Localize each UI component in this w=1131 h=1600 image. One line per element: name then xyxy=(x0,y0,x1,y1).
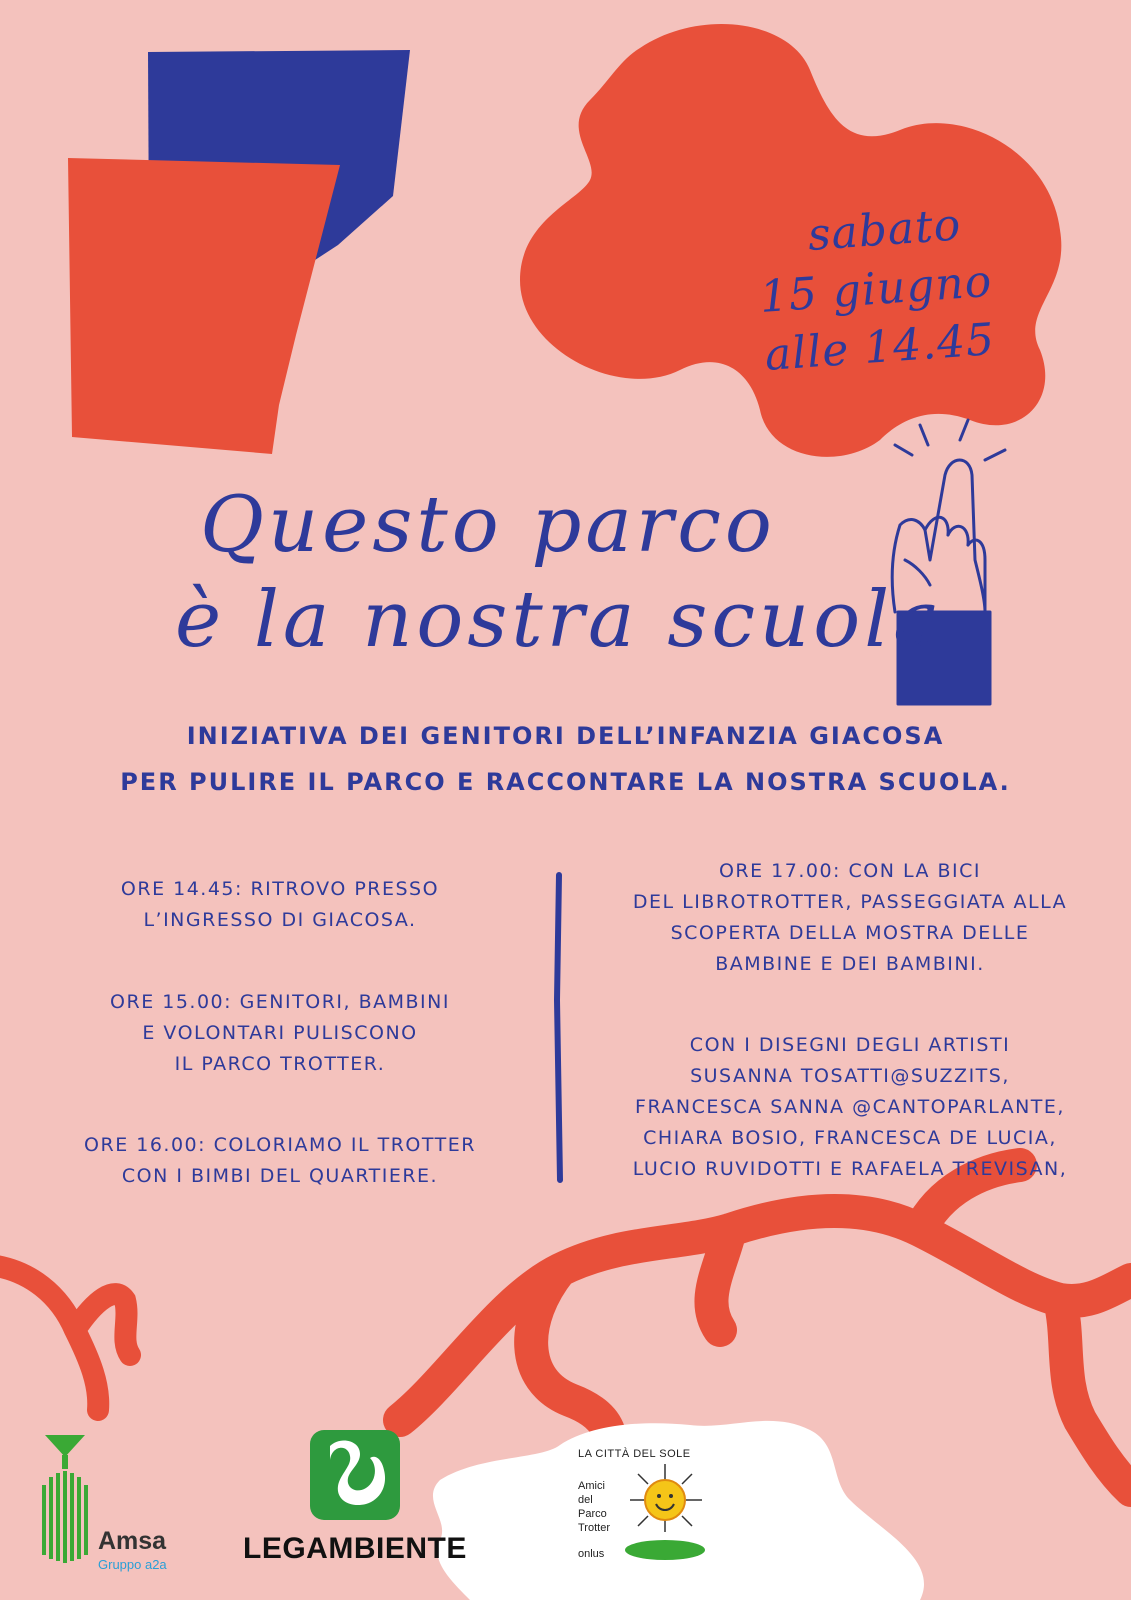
red-coral-left-shape xyxy=(0,1265,130,1410)
schedule-line: ORE 14.45: RITROVO PRESSO xyxy=(120,878,440,900)
schedule-line: DEL LIBROTROTTER, PASSEGGIATA ALLA xyxy=(632,891,1068,913)
amsa-logo-name: Amsa xyxy=(98,1527,167,1555)
legambiente-logo-name: LEGAMBIENTE xyxy=(243,1532,467,1565)
schedule-line: SCOPERTA DELLA MOSTRA DELLE xyxy=(670,922,1030,944)
schedule-right-item-1 xyxy=(590,856,1110,980)
schedule-line: BAMBINE E DEI BAMBINI. xyxy=(715,953,985,975)
citta-del-sole-line: del xyxy=(578,1494,593,1506)
page-title-line1: Questo parco xyxy=(200,480,776,570)
date-day-month: 15 giugno xyxy=(758,255,994,323)
schedule-left-item-1 xyxy=(40,874,520,936)
schedule-line: LUCIO RUVIDOTTI E RAFAELA TREVISAN, xyxy=(632,1158,1068,1180)
legambiente-swan-icon xyxy=(310,1430,400,1520)
date-time: alle 14.45 xyxy=(763,313,997,381)
schedule-left-item-3 xyxy=(40,1130,520,1192)
citta-del-sole-line: Trotter xyxy=(578,1522,610,1534)
page-title-line2: è la nostra scuola xyxy=(175,575,944,665)
schedule-line: CHIARA BOSIO, FRANCESCA DE LUCIA, xyxy=(643,1127,1057,1149)
divider-line xyxy=(557,875,560,1180)
schedule-line: ORE 17.00: CON LA BICI xyxy=(718,860,982,882)
schedule-line: L’INGRESSO DI GIACOSA. xyxy=(143,909,417,931)
red-paper-shape xyxy=(68,158,340,454)
schedule-line: IL PARCO TROTTER. xyxy=(174,1053,386,1075)
sun-icon xyxy=(620,1462,710,1562)
schedule-right-item-2 xyxy=(590,1030,1110,1185)
schedule-line: CON I DISEGNI DEGLI ARTISTI xyxy=(689,1034,1011,1056)
citta-del-sole-header: LA CITTÀ DEL SOLE xyxy=(578,1448,691,1460)
amsa-logo-icon xyxy=(40,1435,90,1565)
citta-del-sole-line: Amici xyxy=(578,1480,605,1492)
amsa-logo-group: Gruppo a2a xyxy=(98,1557,167,1572)
schedule-line: FRANCESCA SANNA @CANTOPARLANTE, xyxy=(635,1096,1065,1118)
subtitle-line1: INIZIATIVA DEI GENITORI DELL’INFANZIA GIACOSA xyxy=(186,722,945,750)
red-splash-shape xyxy=(520,24,1061,457)
citta-del-sole-line: Parco xyxy=(578,1508,607,1520)
schedule-line: E VOLONTARI PULISCONO xyxy=(142,1022,418,1044)
schedule-left-item-2 xyxy=(40,987,520,1080)
schedule-line: ORE 15.00: GENITORI, BAMBINI xyxy=(110,991,450,1013)
date-day: sabato xyxy=(806,199,963,261)
schedule-line: SUSANNA TOSATTI@SUZZITS, xyxy=(690,1065,1010,1087)
citta-del-sole-footer: onlus xyxy=(578,1548,605,1560)
schedule-line: CON I BIMBI DEL QUARTIERE. xyxy=(121,1165,439,1187)
schedule-line: ORE 16.00: COLORIAMO IL TROTTER xyxy=(84,1134,476,1156)
subtitle-line2: PER PULIRE IL PARCO E RACCONTARE LA NOSTRA SCUOLA. xyxy=(120,768,1011,796)
